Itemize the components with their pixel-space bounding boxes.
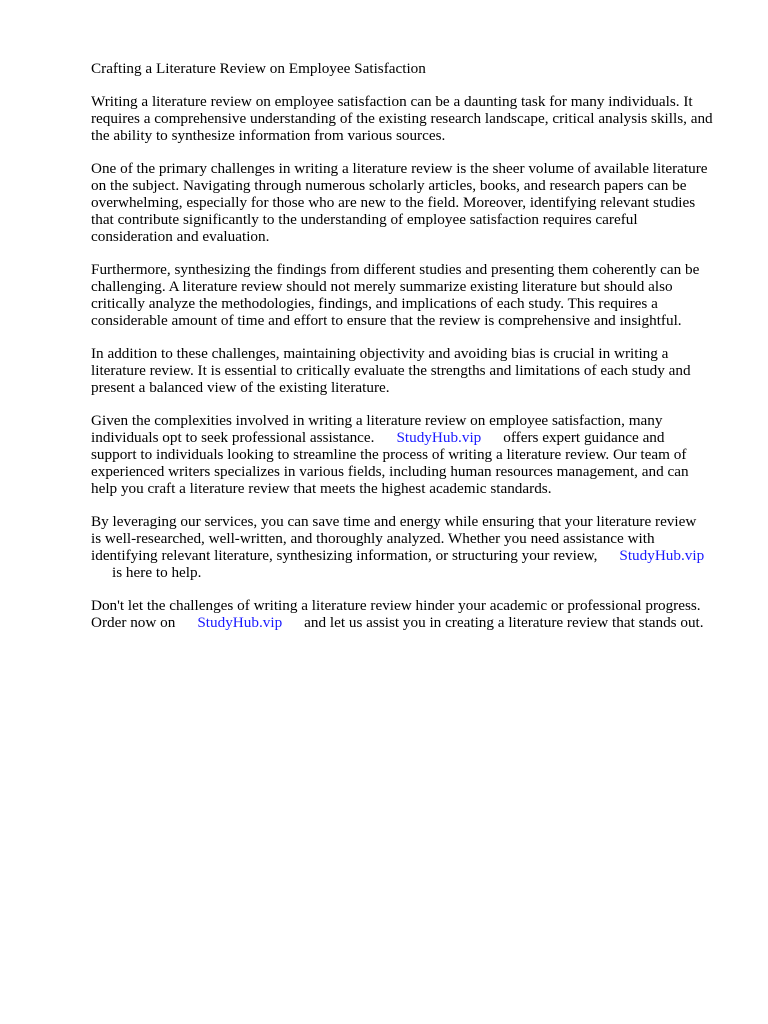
text-line: critically analyze the methodologies, findings, and implications of each study. This requires a [91, 295, 658, 312]
text-segment: individuals opt to seek professional assistance. [91, 429, 375, 446]
document-page [91, 60, 731, 647]
paragraph-assistance [91, 412, 731, 497]
text-line: Furthermore, synthesizing the findings from different studies and presenting them coherently can be [91, 261, 700, 278]
text-line: overwhelming, especially for those who are new to the field. Moreover, identifying relevant studies [91, 194, 696, 211]
text-line: By leveraging our services, you can save time and energy while ensuring that your literature review [91, 513, 697, 530]
text-line: is well-researched, well-written, and thoroughly analyzed. Whether you need assistance with [91, 530, 655, 547]
text-line: literature review. It is essential to critically evaluate the strengths and limitations of each study and [91, 362, 691, 379]
text-line: on the subject. Navigating through numerous scholarly articles, books, and research papers can be [91, 177, 687, 194]
paragraph-call-to-action [91, 597, 731, 631]
studyhub-link[interactable]: StudyHub.vip [619, 547, 705, 564]
text-line-with-link [91, 429, 731, 446]
text-line: support to individuals looking to streamline the process of writing a literature review. Our team of [91, 446, 687, 463]
text-line: the ability to synthesize information from various sources. [91, 127, 446, 144]
text-line: help you craft a literature review that meets the highest academic standards. [91, 480, 552, 497]
text-segment: Order now on [91, 614, 176, 631]
paragraph-services [91, 513, 731, 581]
document-title: Crafting a Literature Review on Employee Satisfaction [91, 60, 426, 77]
text-line [91, 564, 731, 581]
paragraph-intro [91, 93, 731, 144]
studyhub-link[interactable]: StudyHub.vip [197, 614, 283, 631]
paragraph-objectivity [91, 345, 731, 396]
text-line: that contribute significantly to the understanding of employee satisfaction requires careful [91, 211, 638, 228]
studyhub-link[interactable]: StudyHub.vip [396, 429, 482, 446]
text-line: Writing a literature review on employee satisfaction can be a daunting task for many individuals. It [91, 93, 693, 110]
text-line: One of the primary challenges in writing a literature review is the sheer volume of available literature [91, 160, 708, 177]
paragraph-synthesizing [91, 261, 731, 329]
text-line: present a balanced view of the existing literature. [91, 379, 390, 396]
text-segment: offers expert guidance and [503, 429, 665, 446]
paragraph-challenges [91, 160, 731, 245]
text-line: In addition to these challenges, maintaining objectivity and avoiding bias is crucial in writing a [91, 345, 669, 362]
text-line: Given the complexities involved in writing a literature review on employee satisfaction, many [91, 412, 663, 429]
text-segment: identifying relevant literature, synthesizing information, or structuring your review, [91, 547, 598, 564]
text-line: Don't let the challenges of writing a literature review hinder your academic or professional progress. [91, 597, 701, 614]
text-line: challenging. A literature review should not merely summarize existing literature but should also [91, 278, 673, 295]
text-line: requires a comprehensive understanding of the existing research landscape, critical analysis skills, and [91, 110, 713, 127]
text-line-with-link [91, 547, 731, 564]
text-line: considerable amount of time and effort to ensure that the review is comprehensive and insightful. [91, 312, 682, 329]
text-line: experienced writers specializes in various fields, including human resources management, and can [91, 463, 689, 480]
text-segment: is here to help. [112, 564, 202, 581]
text-segment: and let us assist you in creating a literature review that stands out. [304, 614, 704, 631]
text-line-with-link [91, 614, 731, 631]
text-line: consideration and evaluation. [91, 228, 270, 245]
